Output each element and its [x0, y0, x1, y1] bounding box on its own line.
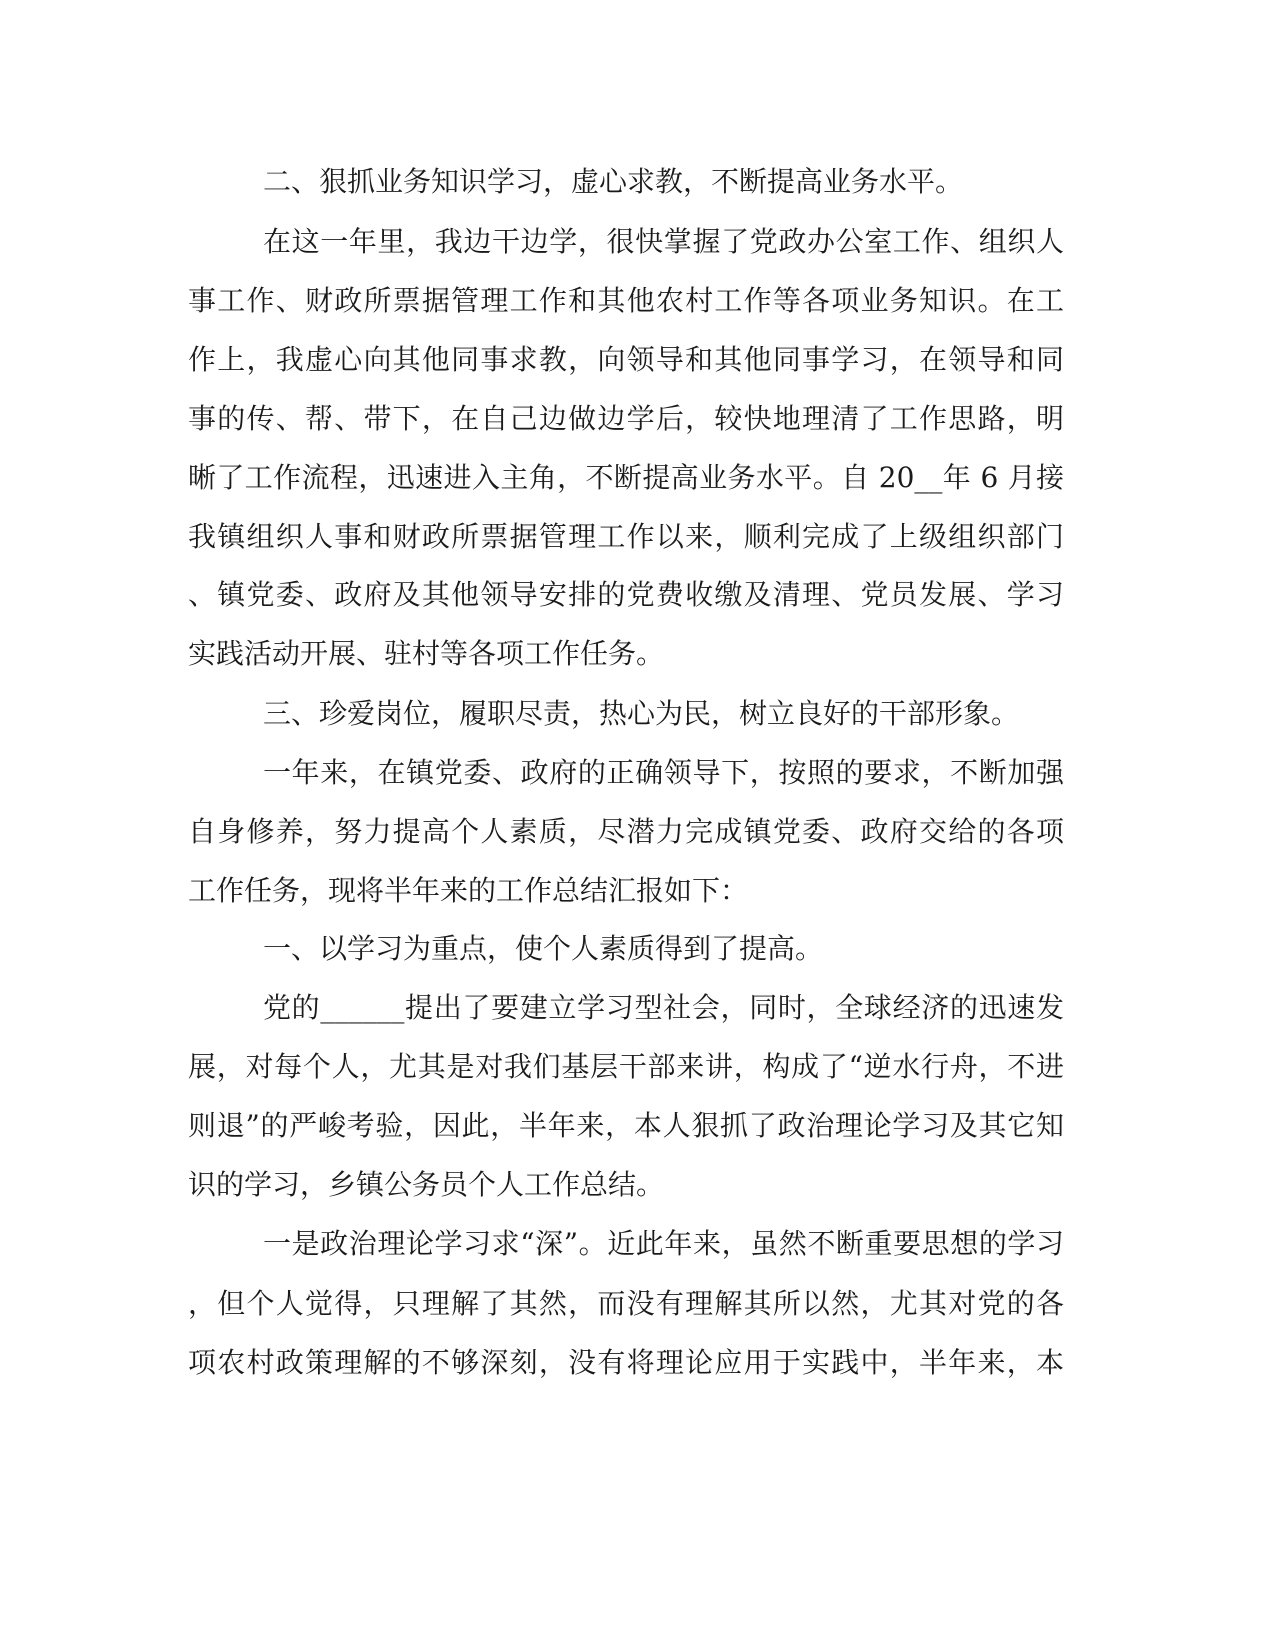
paragraph-line: 作上，我虚心向其他同事求教，向领导和其他同事学习，在领导和同: [188, 343, 1064, 376]
paragraph-line: 晰了工作流程，迅速进入主角，不断提高业务水平。自 20__年 6 月接: [188, 461, 1064, 494]
section-heading-2: 二、狠抓业务知识学习，虚心求教，不断提高业务水平。: [263, 165, 964, 198]
paragraph-line: 我镇组织人事和财政所票据管理工作以来，顺利完成了上级组织部门: [188, 520, 1064, 553]
section-heading-3: 三、珍爱岗位，履职尽责，热心为民，树立良好的干部形象。: [263, 697, 1020, 730]
paragraph-line: 展，对每个人，尤其是对我们基层干部来讲，构成了“逆水行舟，不进: [188, 1050, 1064, 1083]
paragraph-line: 事的传、帮、带下，在自己边做边学后，较快地理清了工作思路，明: [188, 402, 1064, 435]
paragraph-line: ，但个人觉得，只理解了其然，而没有理解其所以然，尤其对党的各: [188, 1287, 1064, 1320]
paragraph-line: 项农村政策理解的不够深刻，没有将理论应用于实践中，半年来，本: [188, 1346, 1064, 1379]
paragraph-line: 自身修养，努力提高个人素质，尽潜力完成镇党委、政府交给的各项: [188, 815, 1064, 848]
paragraph-line: 一年来，在镇党委、政府的正确领导下，按照的要求，不断加强: [263, 756, 1064, 789]
paragraph-line: 、镇党委、政府及其他领导安排的党费收缴及清理、党员发展、学习: [188, 578, 1064, 611]
section-heading-1: 一、以学习为重点，使个人素质得到了提高。: [263, 932, 824, 965]
paragraph-line: 党的______提出了要建立学习型社会，同时，全球经济的迅速发: [263, 991, 1064, 1024]
paragraph-line: 识的学习，乡镇公务员个人工作总结。: [188, 1168, 665, 1201]
paragraph-line: 一是政治理论学习求“深”。近此年来，虽然不断重要思想的学习: [263, 1227, 1064, 1260]
paragraph-line: 工作任务，现将半年来的工作总结汇报如下：: [188, 874, 749, 907]
paragraph-line: 实践活动开展、驻村等各项工作任务。: [188, 637, 665, 670]
paragraph-line: 则退”的严峻考验，因此，半年来，本人狠抓了政治理论学习及其它知: [188, 1109, 1064, 1142]
paragraph-line: 在这一年里，我边干边学，很快掌握了党政办公室工作、组织人: [263, 225, 1064, 258]
paragraph-line: 事工作、财政所票据管理工作和其他农村工作等各项业务知识。在工: [188, 284, 1064, 317]
